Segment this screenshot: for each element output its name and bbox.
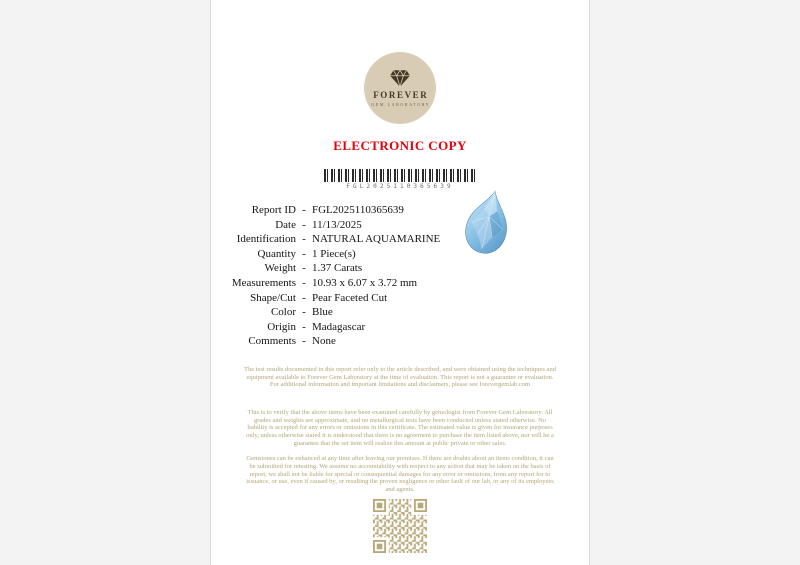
lab-logo xyxy=(364,52,436,124)
report-field-row xyxy=(211,305,589,320)
field-value: Blue xyxy=(312,306,333,319)
report-field-row xyxy=(211,291,589,306)
field-label: Identification xyxy=(236,233,296,246)
field-value: NATURAL AQUAMARINE xyxy=(312,233,441,246)
field-value: None xyxy=(312,335,336,348)
field-label: Date xyxy=(275,218,296,231)
field-label: Comments xyxy=(248,335,296,348)
barcode xyxy=(324,169,476,190)
field-separator: - xyxy=(302,276,306,289)
report-fields xyxy=(211,203,589,349)
qr-finder-top-left xyxy=(373,499,389,515)
field-separator: - xyxy=(302,306,306,319)
report-field-row xyxy=(211,276,589,291)
field-separator: - xyxy=(302,262,306,275)
barcode-bars-icon xyxy=(324,169,476,182)
qr-finder-top-right xyxy=(411,499,427,515)
field-value: Madagascar xyxy=(312,320,366,333)
field-label: Color xyxy=(270,306,296,319)
field-label: Weight xyxy=(264,262,296,275)
certificate-page xyxy=(210,0,590,565)
electronic-copy-title: ELECTRONIC COPY xyxy=(333,138,467,153)
field-value: Pear Faceted Cut xyxy=(312,291,388,304)
qr-finder-bottom-left xyxy=(373,538,389,554)
field-separator: - xyxy=(302,320,306,333)
field-value: 11/13/2025 xyxy=(312,218,362,231)
report-field-row xyxy=(211,218,589,233)
qr-code xyxy=(373,499,427,553)
disclaimer-paragraph: Gemstones can be enhanced at any time after leaving our premises. If there are doubts about an items condition, it can be submitted for retesting. We assume no accountability with respect to any action that may be taken on the basis of report, we shall not be liable for special or consequential damages for any error or omissions, from any report for to issuance, or use, even if caused by, or resulting the proven negligence or other fault of our lab, or any of its employees and agents. xyxy=(246,455,554,493)
field-value: 1 Piece(s) xyxy=(312,247,356,260)
field-separator: - xyxy=(302,204,306,216)
report-field-row xyxy=(211,320,589,335)
report-field-row xyxy=(211,334,589,349)
field-label: Measurements xyxy=(231,276,296,289)
field-label: Quantity xyxy=(257,247,296,260)
disclaimer-paragraph: This is to verify that the above items have been examined carefully by gemologist from Forever Gem Laboratory. All grades and weights are approximate, and no metallurgical tests have been conducted unless stated otherwise. No liability is accepted for any errors or omissions in this certificate. The estimated value is given for insurance purposes only, unless otherwise stated it is understood that there is no agreement to purchase the item listed above, nor will be a guarantee that the set item will realize this amount at public private or other sales. xyxy=(246,408,554,447)
diamond-icon xyxy=(389,69,411,88)
logo-brand-subtitle: GEM LABORATORY xyxy=(371,102,431,107)
report-field-row xyxy=(211,232,589,247)
field-label: Shape/Cut xyxy=(250,291,296,304)
field-value: 10.93 x 6.07 x 3.72 mm xyxy=(312,276,418,289)
barcode-text: FGL2025110365639 xyxy=(346,183,454,190)
field-value: 1.37 Carats xyxy=(312,262,363,275)
report-field-row xyxy=(211,247,589,262)
field-label: Report ID xyxy=(251,204,296,216)
report-field-row xyxy=(211,203,589,218)
field-separator: - xyxy=(302,291,306,304)
logo-brand-name: FOREVER xyxy=(373,90,429,100)
field-value: FGL2025110365639 xyxy=(312,204,404,216)
field-separator: - xyxy=(302,335,306,348)
field-separator: - xyxy=(302,247,306,260)
field-separator: - xyxy=(302,233,306,246)
report-field-row xyxy=(211,261,589,276)
field-label: Origin xyxy=(267,320,296,333)
disclaimer-paragraph: The test results documented in this report refer only to the article described, and were obtained using the techniques and equipment available to Forever Gem Laboratory at the time of evaluation. This report is not a guarantee or evaluation. For additional information and important limitations and disclaimers, please see forevergemlab.com xyxy=(244,365,556,389)
field-separator: - xyxy=(302,218,306,231)
